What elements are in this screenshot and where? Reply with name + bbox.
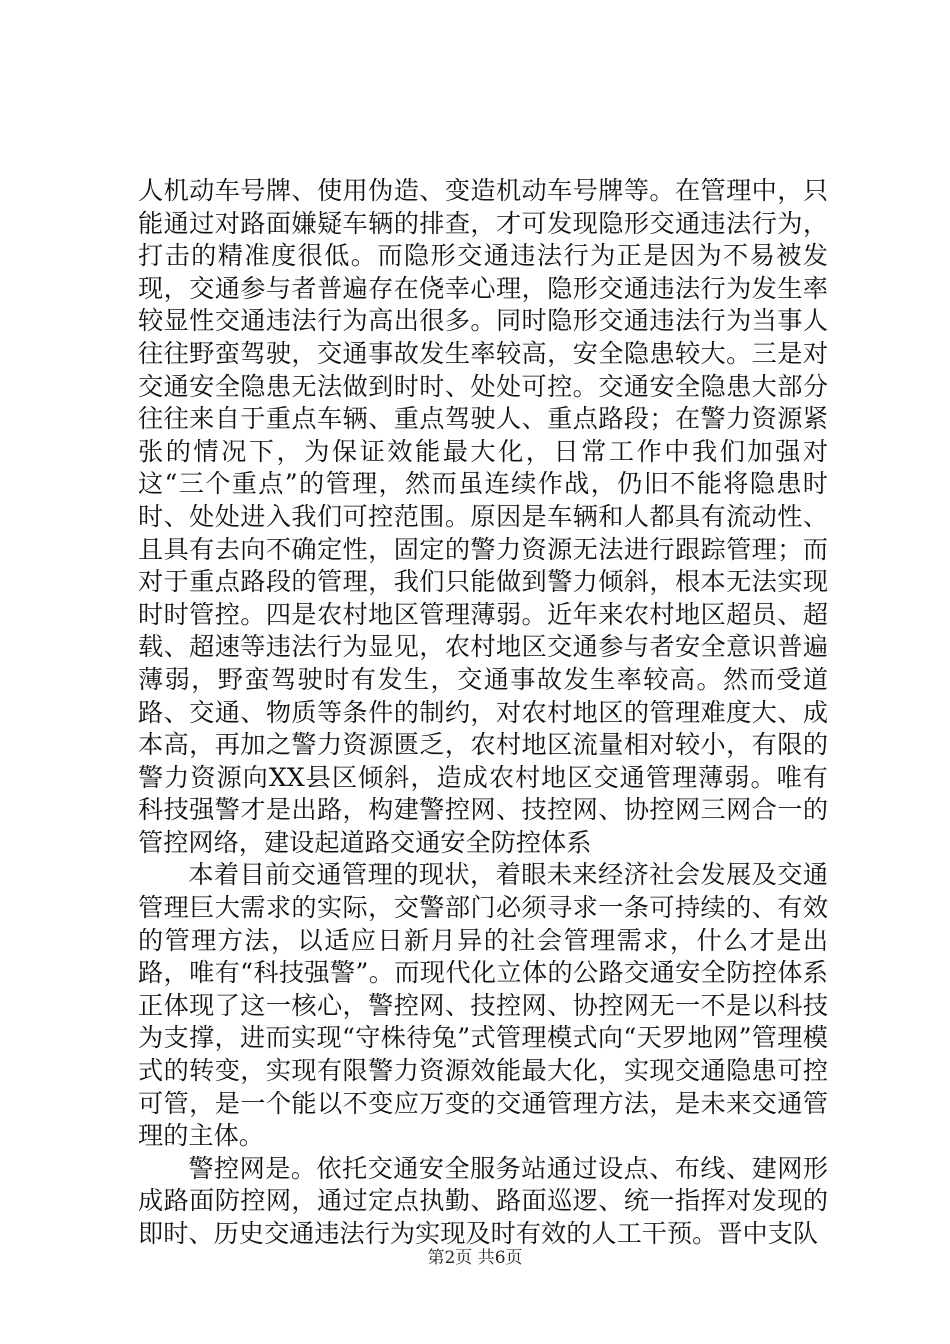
page-number-footer: 第2页 共6页 <box>427 1248 523 1268</box>
document-body <box>138 175 828 1251</box>
paragraph-tech-policing: 本着目前交通管理的现状，着眼未来经济社会发展及交通管理巨大需求的实际，交警部门必须寻求一条可持续的、有效的管理方法，以适应日新月异的社会管理需求，什么才是出路，唯有“科技强警”。而现代化立体的公路交通安全防控体系正体现了这一核心，警控网、技控网、协控网无一不是以科技为支撑，进而实现“守株待兔”式管理模式向“天罗地网”管理模式的转变，实现有限警力资源效能最大化，实现交通隐患可控可管，是一个能以不变应万变的交通管理方法，是未来交通管理的主体。 <box>138 860 828 1151</box>
paragraph-continued: 人机动车号牌、使用伪造、变造机动车号牌等。在管理中，只能通过对路面嫌疑车辆的排查，才可发现隐形交通违法行为，打击的精准度很低。而隐形交通违法行为正是因为不易被发现，交通参与者普遍存在侥幸心理，隐形交通违法行为发生率较显性交通违法行为高出很多。同时隐形交通违法行为当事人往往野蛮驾驶，交通事故发生率较高，安全隐患较大。三是对交通安全隐患无法做到时时、处处可控。交通安全隐患大部分往往来自于重点车辆、重点驾驶人、重点路段；在警力资源紧张的情况下，为保证效能最大化，日常工作中我们加强对这“三个重点”的管理，然而虽连续作战，仍旧不能将隐患时时、处处进入我们可控范围。原因是车辆和人都具有流动性、且具有去向不确定性，固定的警力资源无法进行跟踪管理；而对于重点路段的管理，我们只能做到警力倾斜，根本无法实现时时管控。四是农村地区管理薄弱。近年来农村地区超员、超载、超速等违法行为显见，农村地区交通参与者安全意识普遍薄弱，野蛮驾驶时有发生，交通事故发生率较高。然而受道路、交通、物质等条件的制约，对农村地区的管理难度大、成本高，再加之警力资源匮乏，农村地区流量相对较小，有限的警力资源向XX县区倾斜，造成农村地区交通管理薄弱。唯有科技强警才是出路，构建警控网、技控网、协控网三网合一的管控网络，建设起道路交通安全防控体系 <box>138 176 828 857</box>
paragraph-police-control-network: 警控网是。依托交通安全服务站通过设点、布线、建网形成路面防控网，通过定点执勤、路面巡逻、统一指挥对发现的即时、历史交通违法行为实现及时有效的人工干预。晋中支队 <box>138 1153 828 1248</box>
